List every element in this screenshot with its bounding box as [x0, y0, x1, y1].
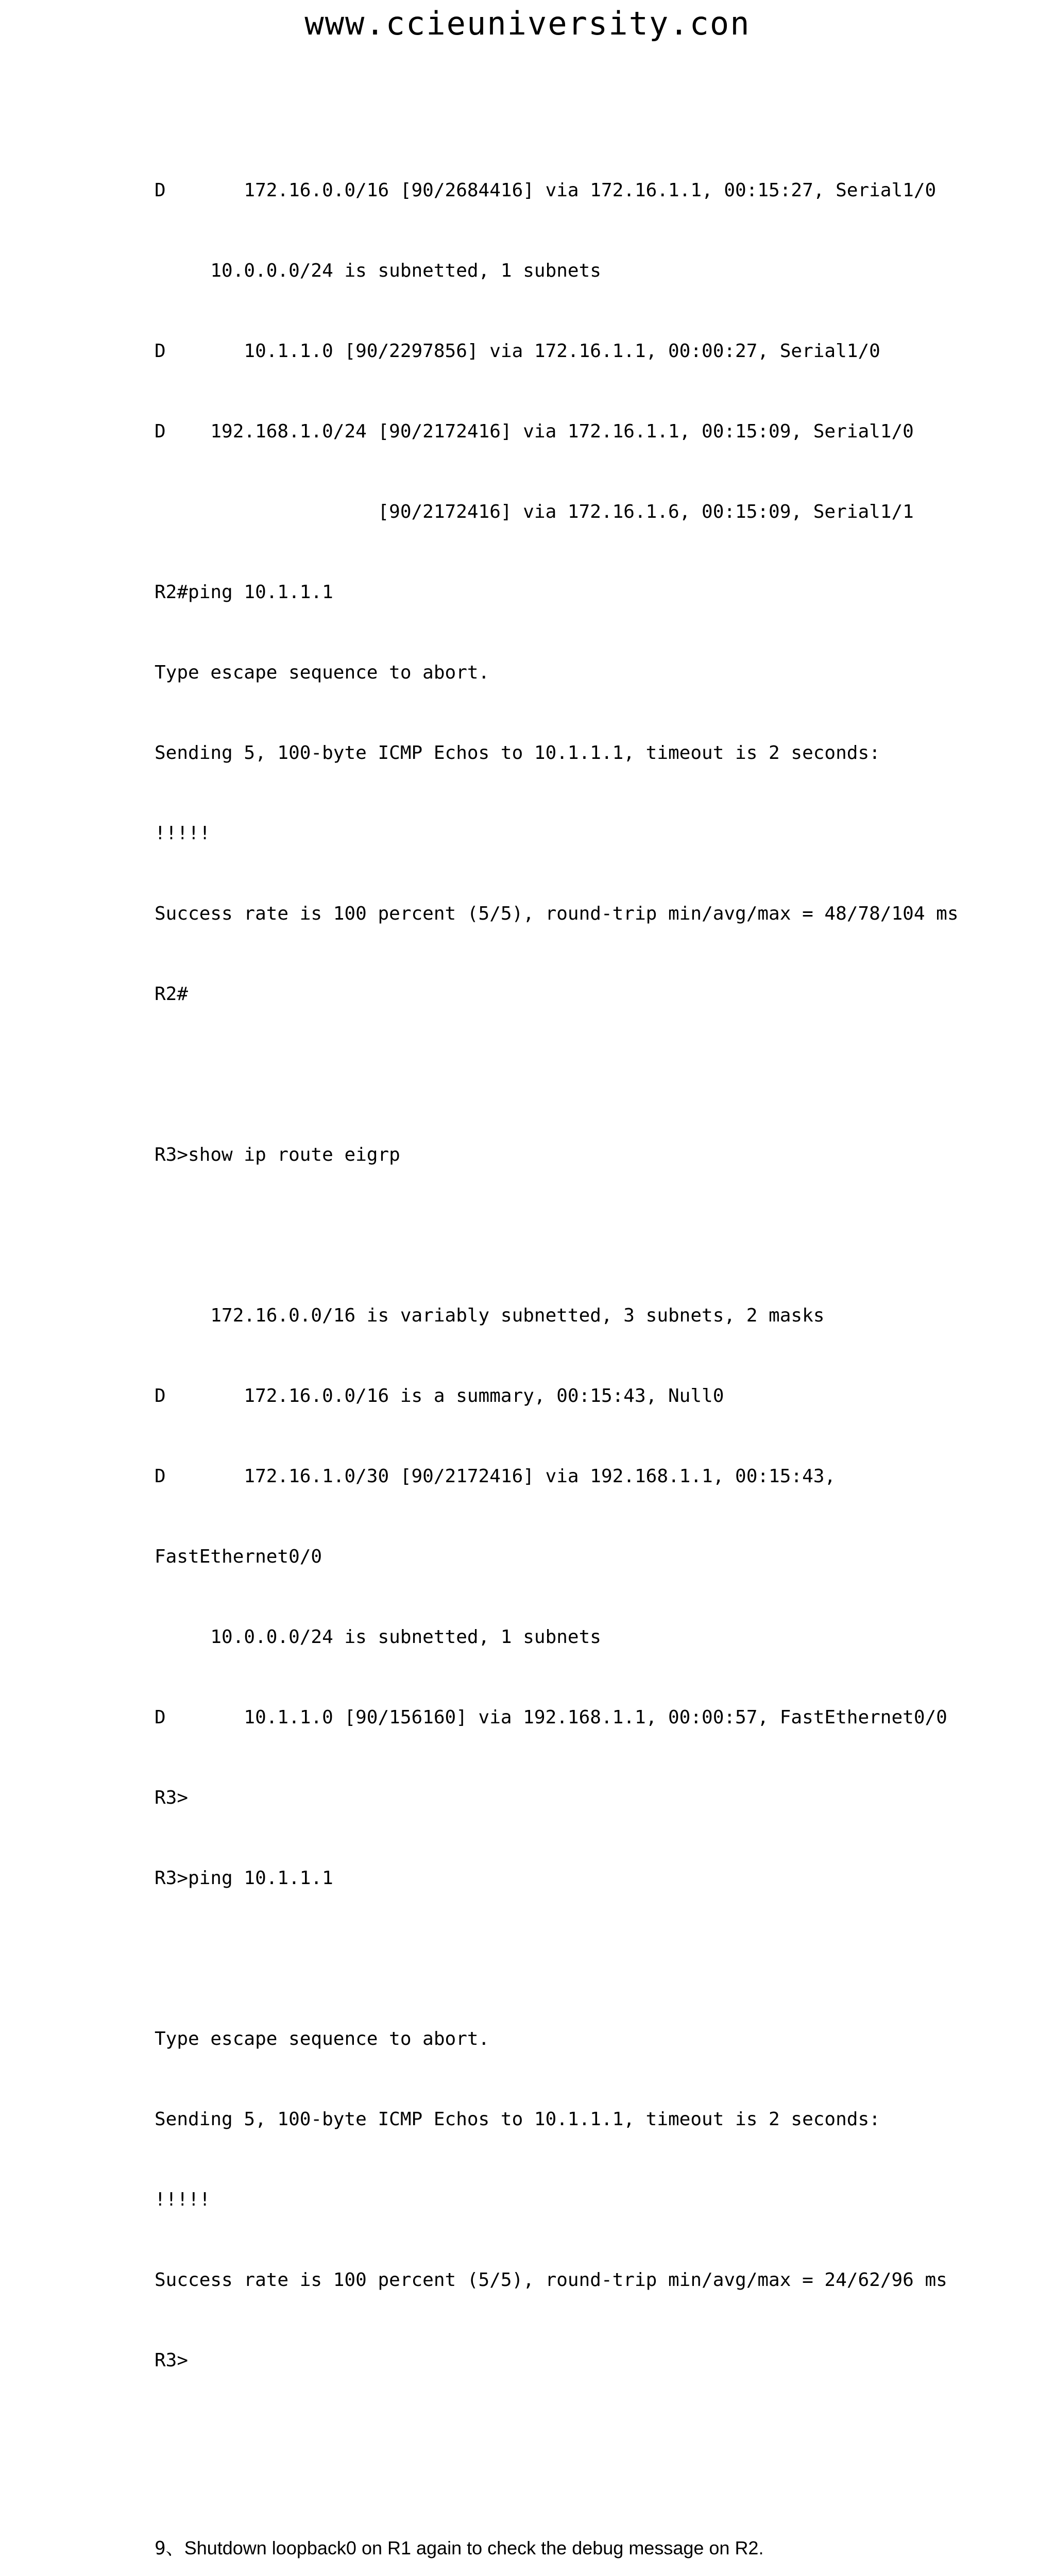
text-line: Success rate is 100 percent (5/5), round-trip min/avg/max = 24/62/96 ms	[155, 2269, 947, 2291]
text-line: 172.16.0.0/16 is variably subnetted, 3 subnets, 2 masks	[155, 1305, 825, 1326]
step-number: 9、	[155, 2538, 184, 2559]
text-line	[155, 1945, 1030, 1972]
document-body	[155, 124, 1030, 2576]
step-heading	[155, 2535, 1030, 2562]
text-line: R3>ping 10.1.1.1	[155, 1868, 333, 1889]
text-line: Success rate is 100 percent (5/5), round-trip min/avg/max = 48/78/104 ms	[155, 903, 959, 924]
text-line: Type escape sequence to abort.	[155, 2028, 490, 2049]
site-header: www.ccieuniversity.con	[304, 5, 751, 42]
text-line: D 172.16.1.0/30 [90/2172416] via 192.168.1.1, 00:15:43,	[155, 1466, 836, 1487]
text-line: R3>	[155, 1787, 189, 1808]
text-line	[155, 2428, 1030, 2454]
text-line: D 172.16.0.0/16 is a summary, 00:15:43, Null0	[155, 1385, 724, 1406]
text-line	[155, 1222, 1030, 1249]
text-line: D 172.16.0.0/16 [90/2684416] via 172.16.1.1, 00:15:27, Serial1/0	[155, 180, 937, 201]
step-text: Shutdown loopback0 on R1 again to check the debug message on R2.	[184, 2537, 764, 2558]
text-line: Sending 5, 100-byte ICMP Echos to 10.1.1.1, timeout is 2 seconds:	[155, 742, 880, 764]
text-line: R3>	[155, 2350, 189, 2371]
text-line: FastEthernet0/0	[155, 1546, 322, 1567]
text-line: D 10.1.1.0 [90/2297856] via 172.16.1.1, 00:00:27, Serial1/0	[155, 341, 880, 362]
text-line: D 10.1.1.0 [90/156160] via 192.168.1.1, 00:00:57, FastEthernet0/0	[155, 1707, 947, 1728]
text-line: !!!!!	[155, 823, 211, 844]
text-line: [90/2172416] via 172.16.1.6, 00:15:09, Serial1/1	[155, 501, 914, 522]
text-line: Sending 5, 100-byte ICMP Echos to 10.1.1.1, timeout is 2 seconds:	[155, 2109, 880, 2130]
text-line: Type escape sequence to abort.	[155, 662, 490, 683]
text-line: D 192.168.1.0/24 [90/2172416] via 172.16.1.1, 00:15:09, Serial1/0	[155, 421, 914, 442]
text-line: 10.0.0.0/24 is subnetted, 1 subnets	[155, 1626, 601, 1648]
text-line: R3>show ip route eigrp	[155, 1144, 400, 1165]
text-line: R2#ping 10.1.1.1	[155, 582, 333, 603]
text-line: R2#	[155, 984, 189, 1005]
text-line: 10.0.0.0/24 is subnetted, 1 subnets	[155, 260, 601, 281]
text-line	[155, 1061, 1030, 1088]
text-line: !!!!!	[155, 2189, 211, 2210]
